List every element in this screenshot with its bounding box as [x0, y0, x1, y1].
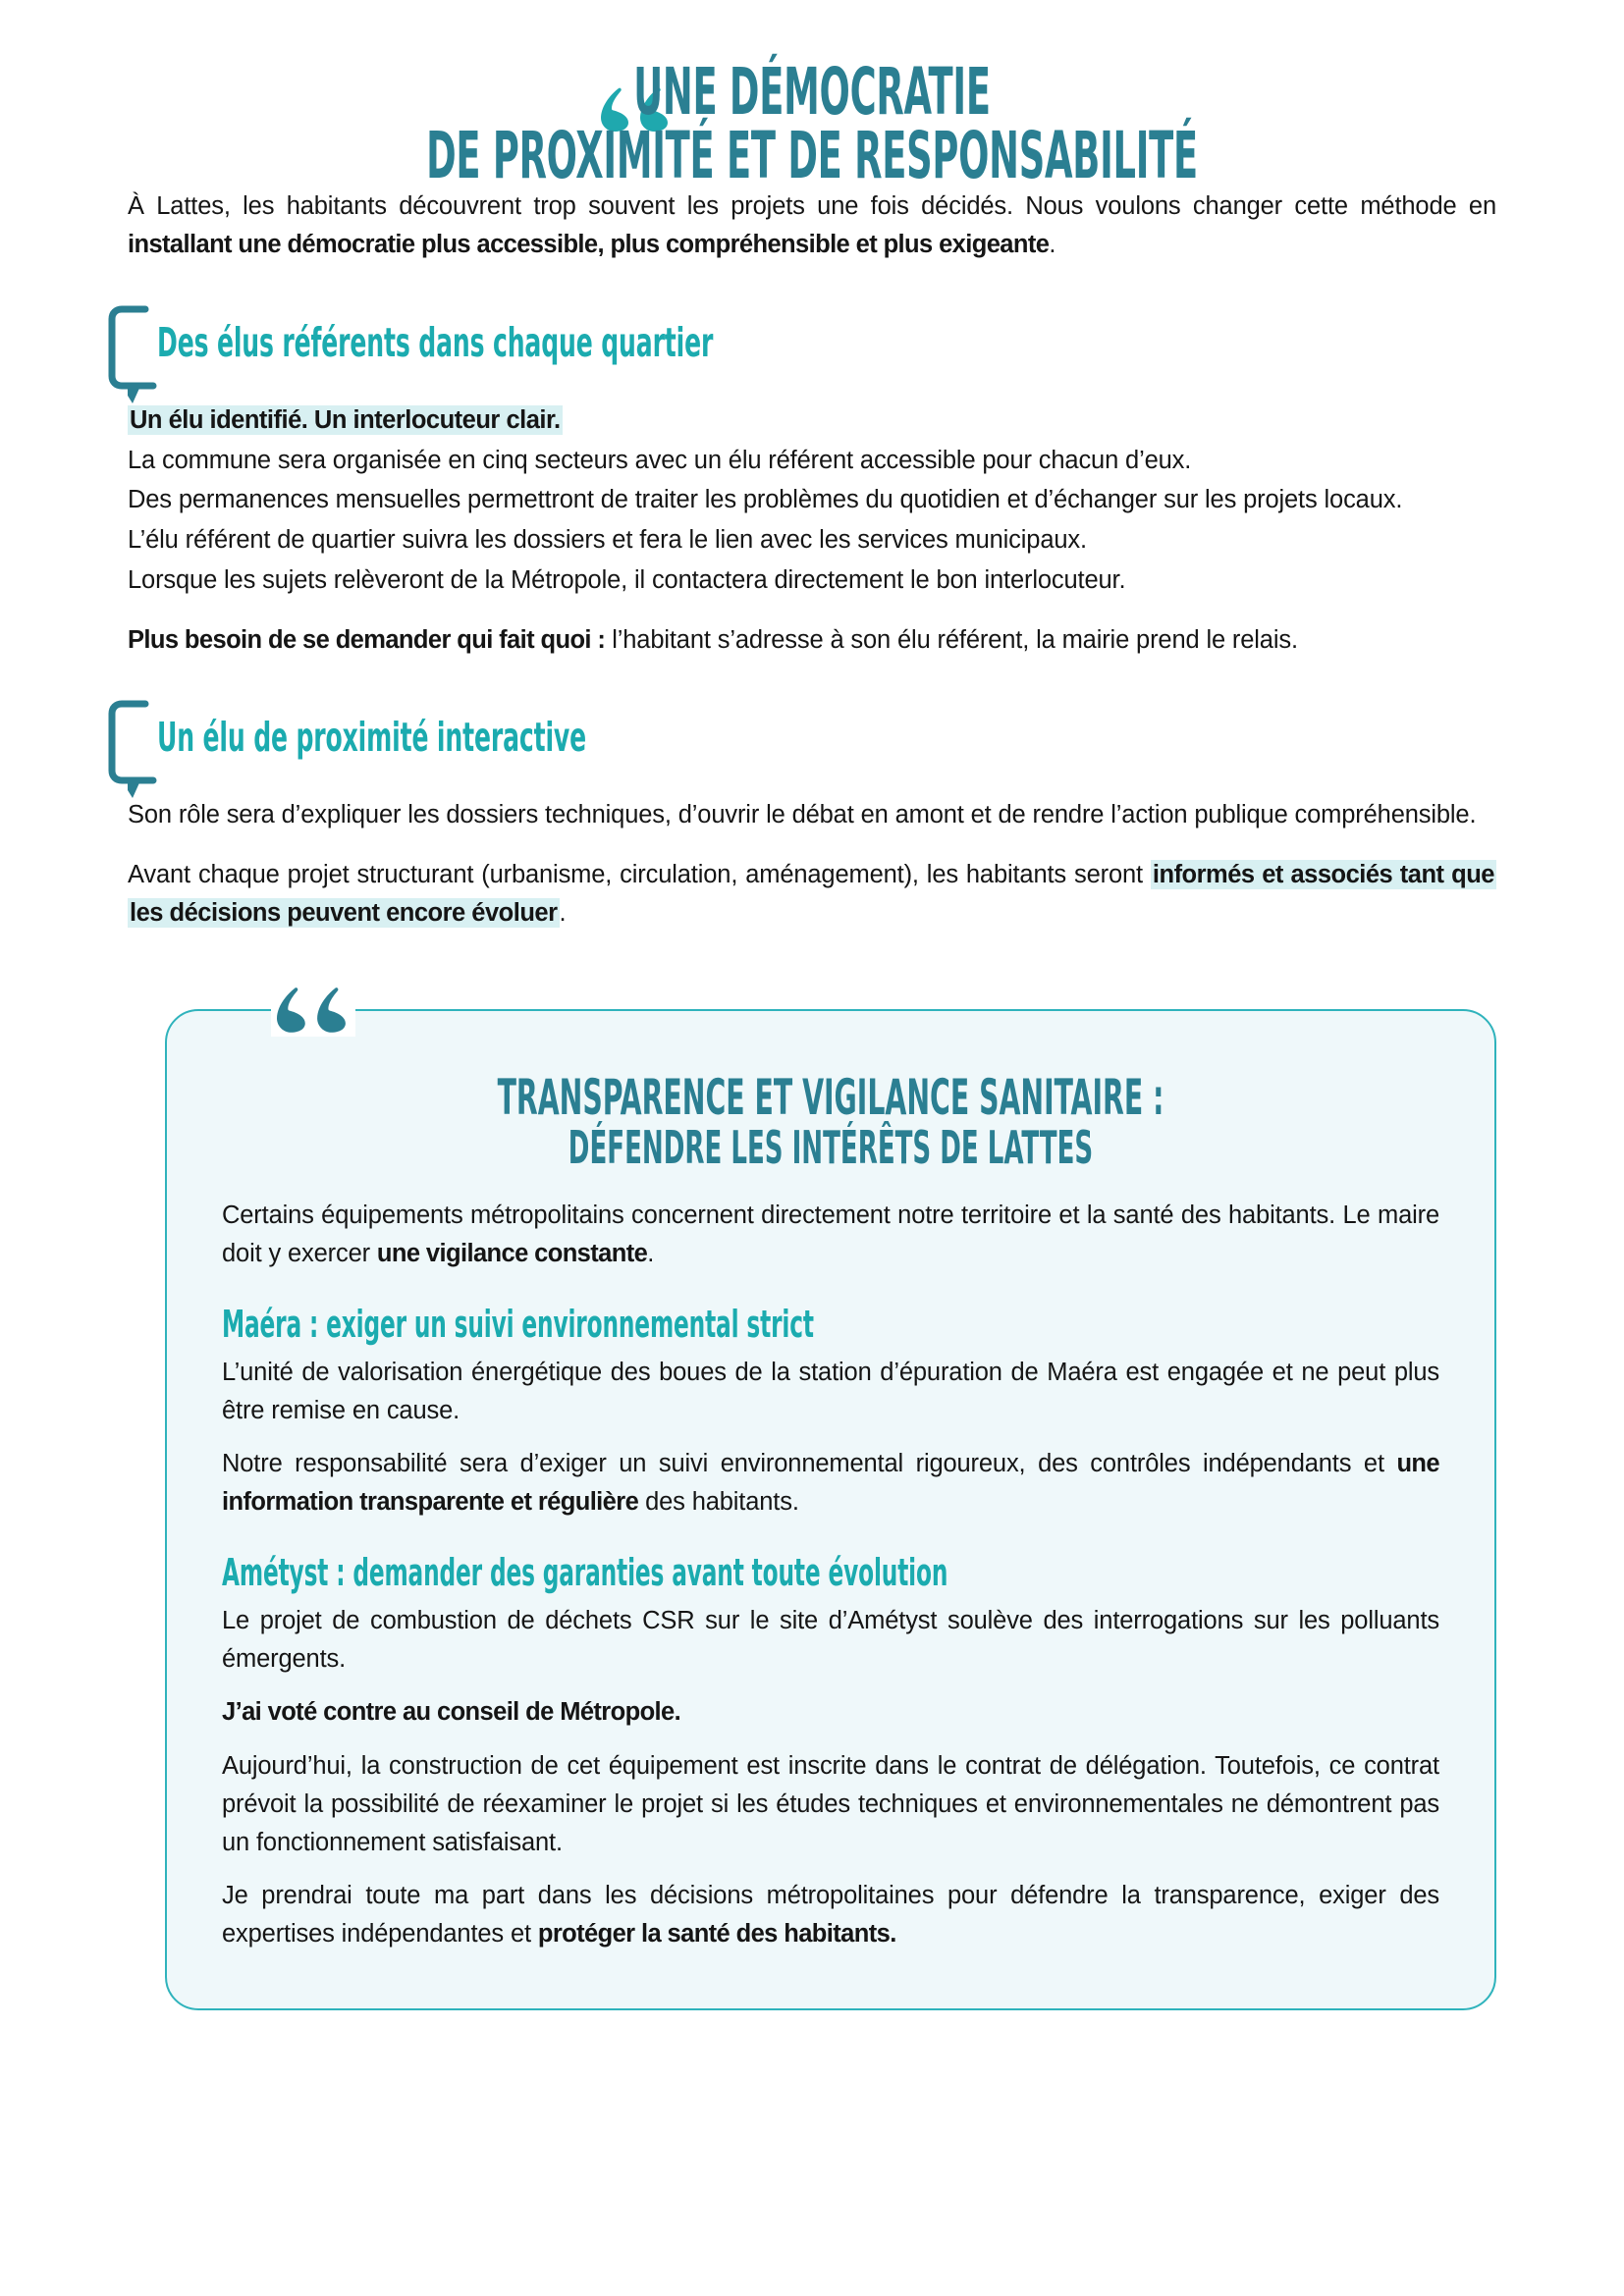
- paragraph-trailing: .: [559, 898, 567, 927]
- subsection-heading-ametyst: Amétyst : demander des garanties avant toute évolution: [222, 1550, 948, 1594]
- callout-lead-part1: Certains équipements métropolitains concernent directement notre territoire et la santé des habitants. Le maire doit y exercer: [222, 1201, 1439, 1268]
- intro-text-part2: .: [1049, 231, 1056, 259]
- intro-paragraph: [128, 187, 1496, 264]
- callout-lead-bold: une vigilance constante: [376, 1240, 648, 1268]
- paragraph: L’unité de valorisation énergétique des boues de la station d’épuration de Maéra est engagée et ne peut plus être remise en cause.: [222, 1358, 1439, 1424]
- paragraph-part1: Notre responsabilité sera d’exiger un suivi environnemental rigoureux, des contrôles indépendants et: [222, 1450, 1397, 1478]
- speech-bracket-icon: [106, 305, 161, 407]
- paragraph-lead-in: Avant chaque projet structurant (urbanisme, circulation, aménagement), les habitants seront: [128, 861, 1151, 889]
- paragraph-bold: une information transparente et régulière: [222, 1450, 1439, 1517]
- speech-bracket-icon: [106, 700, 161, 802]
- callout-lead-paragraph: [222, 1197, 1439, 1273]
- paragraph: Le projet de combustion de déchets CSR sur le site d’Amétyst soulève des interrogations sur les polluants émergents.: [222, 1606, 1439, 1673]
- paragraph-final-bold: Plus besoin de se demander qui fait quoi :: [128, 625, 606, 654]
- paragraph-bold: protéger la santé des habitants.: [537, 1920, 896, 1949]
- callout-title: [222, 1068, 1439, 1174]
- page-title-line-1: UNE DÉMOCRATIE: [633, 54, 991, 130]
- paragraph-final: [128, 621, 1496, 660]
- callout-title-line-2: DÉFENDRE LES INTÉRÊTS DE LATTES: [568, 1120, 1094, 1174]
- callout-box: [165, 1009, 1496, 2010]
- callout-wrapper: [128, 1009, 1496, 2010]
- paragraph: La commune sera organisée en cinq secteurs avec un élu référent accessible pour chacun d’eux.: [128, 446, 1192, 474]
- masthead: [128, 0, 1496, 193]
- paragraph: Aujourd’hui, la construction de cet équipement est inscrite dans le contrat de délégation. Toutefois, ce contrat prévoit la possibilité de réexaminer le projet si les études techniques et environnementales ne démontrent pas un fonctionnement satisfaisant.: [222, 1752, 1439, 1856]
- subsection-heading-maera: Maéra : exiger un suivi environnemental strict: [222, 1302, 814, 1346]
- section-body: [128, 796, 1496, 932]
- paragraph-with-bold: [222, 1877, 1439, 1953]
- paragraph: L’élu référent de quartier suivra les dossiers et fera le lien avec les services municipaux.: [128, 526, 1087, 555]
- paragraph-bold: J’ai voté contre au conseil de Métropole.: [222, 1698, 681, 1727]
- callout-title-line-1: TRANSPARENCE ET VIGILANCE SANITAIRE :: [497, 1068, 1164, 1126]
- page-title-line-2: DE PROXIMITÉ ET DE RESPONSABILITÉ: [426, 117, 1198, 193]
- section-heading: [128, 710, 1496, 792]
- paragraph: Lorsque les sujets relèveront de la Métropole, il contactera directement le bon interlocuteur.: [128, 565, 1126, 594]
- intro-text-bold: installant une démocratie plus accessible, plus compréhensible et plus exigeante: [128, 231, 1050, 259]
- paragraph: Son rôle sera d’expliquer les dossiers techniques, d’ouvrir le débat en amont et de rendre l’action publique compréhensible.: [128, 801, 1477, 829]
- paragraph-final-rest: l’habitant s’adresse à son élu référent, la mairie prend le relais.: [605, 625, 1298, 654]
- page-title: [388, 54, 1236, 193]
- section-title: Des élus référents dans chaque quartier: [157, 318, 714, 366]
- paragraph-part2: des habitants.: [638, 1488, 799, 1517]
- paragraph-part1: Je prendrai toute ma part dans les décisions métropolitaines pour défendre la transparence, exiger des expertises indépendantes et: [222, 1882, 1439, 1949]
- quote-open-icon: [271, 976, 355, 1037]
- section-elus-referents: [128, 315, 1496, 660]
- paragraph: Des permanences mensuelles permettront de traiter les problèmes du quotidien et d’échanger sur les projets locaux.: [128, 486, 1403, 514]
- paragraph-with-highlight: [128, 856, 1496, 933]
- section-title: Un élu de proximité interactive: [157, 714, 586, 762]
- intro-text-part1: À Lattes, les habitants découvrent trop souvent les projets une fois décidés. Nous voulons changer cette méthode en: [128, 192, 1496, 221]
- paragraph-bold-statement: [222, 1693, 1439, 1732]
- section-elu-proximite: [128, 710, 1496, 932]
- section-heading: [128, 315, 1496, 398]
- highlight-line: [128, 401, 1496, 440]
- callout-lead-part2: .: [647, 1240, 655, 1268]
- paragraph-with-bold: [222, 1445, 1439, 1522]
- highlight-text: Un élu identifié. Un interlocuteur clair.: [130, 405, 561, 434]
- highlight-text: informés et associés tant que les décisions peuvent encore évoluer: [130, 861, 1494, 927]
- section-body: [128, 401, 1496, 660]
